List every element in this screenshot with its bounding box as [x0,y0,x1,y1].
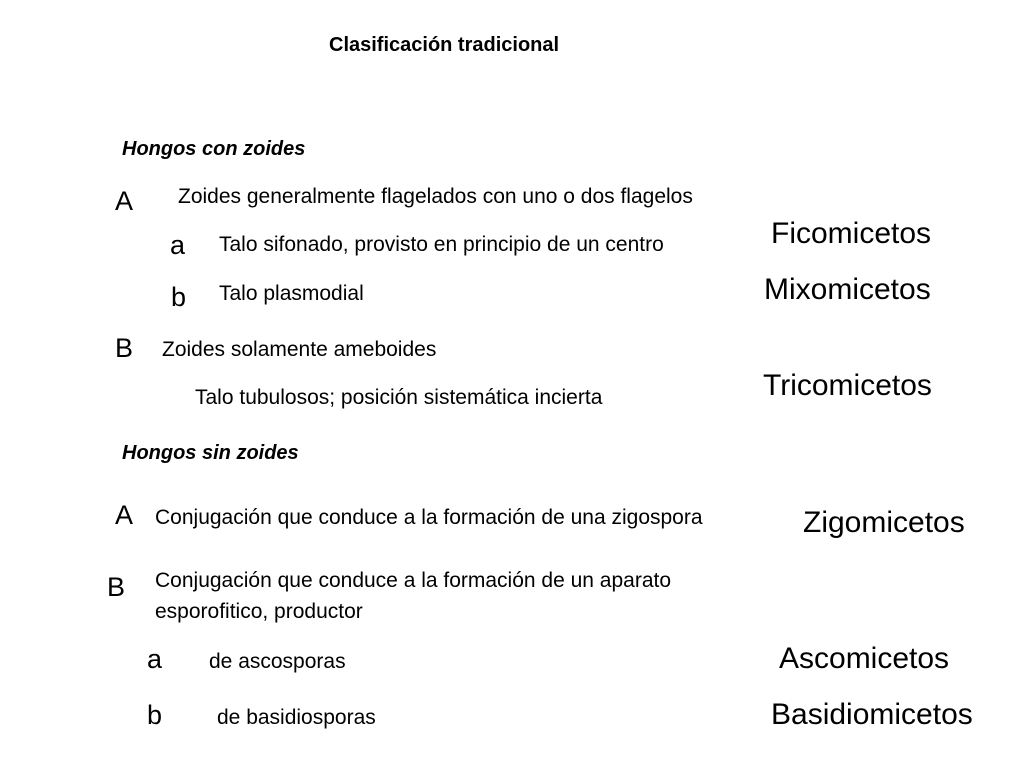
row-letter: A [115,500,134,530]
row-letter: a [170,230,186,260]
group-name: Ascomicetos [779,642,950,675]
page-title: Clasificación tradicional [329,34,560,56]
row-text: Conjugación que conduce a la formación de una zigospora [155,506,703,529]
row-text: de basidiosporas [217,706,376,729]
row-text: Talo sifonado, provisto en principio de un centro [219,233,664,256]
row-letter: b [171,282,187,312]
group-name: Basidiomicetos [771,698,973,731]
row-text-continued: esporofitico, productor [155,600,363,623]
row-text: Talo plasmodial [219,282,364,305]
row-text: Zoides solamente ameboides [162,338,437,361]
row-text: Talo tubulosos; posición sistemática incierta [195,386,603,409]
row-text: de ascosporas [209,650,346,673]
section-heading-sin-zoides: Hongos sin zoides [122,442,299,464]
row-letter: b [147,700,163,730]
row-letter: A [115,186,134,216]
section-heading-con-zoides: Hongos con zoides [122,138,306,160]
group-name: Mixomicetos [764,273,931,306]
row-letter: B [115,333,134,363]
group-name: Zigomicetos [803,506,965,539]
group-name: Tricomicetos [763,369,932,402]
row-letter: a [147,644,163,674]
row-text: Zoides generalmente flagelados con uno o dos flagelos [178,185,693,208]
row-letter: B [107,572,126,602]
group-name: Ficomicetos [771,217,932,250]
row-text: Conjugación que conduce a la formación de un aparato [155,569,672,592]
